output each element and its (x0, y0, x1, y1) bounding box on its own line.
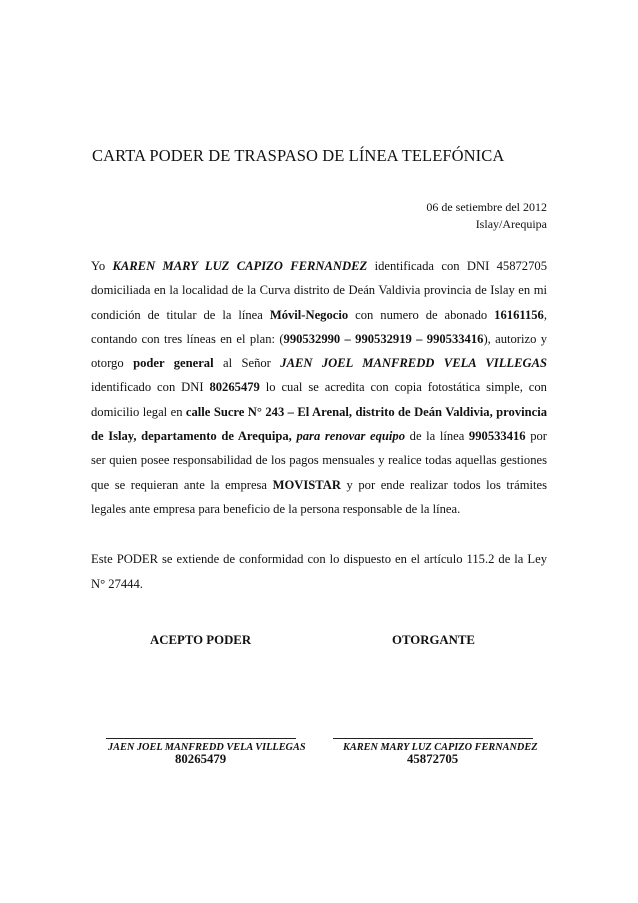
letter-body (91, 254, 547, 596)
text-segment: ), autorizo y otorgo (91, 331, 548, 371)
document-title: CARTA PODER DE TRASPASO DE LÍNEA TELEFÓNICA (92, 146, 505, 165)
text-segment: de la línea (405, 429, 469, 444)
signature-name-right: KAREN MARY LUZ CAPIZO FERNANDEZ (343, 742, 538, 753)
text-segment: identificada con DNI 45872705 domiciliada en la localidad de la Curva distrito de Deán Valdivia provincia de Islay en mi condición de titular de la línea (91, 259, 547, 322)
date-place-block (426, 199, 547, 233)
power-type: poder general (133, 356, 214, 371)
text-segment: con numero de abonado (348, 307, 495, 322)
paragraph-legal: Este PODER se extiende de conformidad con lo dispuesto en el artículo 115.2 de la Ley N° 27444. (91, 552, 547, 591)
text-segment: y por ende realizar todos los trámites legales ante empresa para beneficio de la persona responsable de la línea. (91, 477, 547, 516)
document-place: Islay/Arequipa (475, 217, 547, 231)
text-segment: por ser quien posee responsabilidad de los pagos mensuales y realice todas aquellas gestiones que se requieran ante la empresa (91, 429, 547, 492)
text-segment: , contando con tres líneas en el plan: ( (91, 307, 548, 346)
signature-dni-right: 45872705 (407, 752, 459, 766)
signature-line-left (106, 738, 296, 739)
document-date: 06 de setiembre del 2012 (426, 200, 547, 214)
legal-address: calle Sucre N° 243 – El Arenal, distrito de Deán Valdivia, provincia de Islay, departamento de Arequipa, (91, 404, 548, 444)
signature-line-right (333, 738, 533, 739)
text-segment: identificado con DNI (91, 380, 210, 395)
grantor-name: KAREN MARY LUZ CAPIZO FERNANDEZ (112, 259, 368, 273)
grantee-name: JAEN JOEL MANFREDD VELA VILLEGAS (280, 356, 547, 371)
text-segment: Yo (91, 259, 113, 273)
plan-lines: 990532990 – 990532919 – 990533416 (283, 331, 484, 346)
subscriber-number: 16161156 (494, 307, 544, 322)
text-segment: lo cual se acredita con copia fotostática simple, con domicilio legal en (91, 380, 547, 419)
signature-name-left: JAEN JOEL MANFREDD VELA VILLEGAS (108, 742, 306, 753)
line-number: 990533416 (468, 429, 526, 444)
grantee-dni: 80265479 (209, 380, 260, 395)
text-segment: al Señor (213, 356, 281, 371)
grantor-heading: OTORGANTE (392, 633, 475, 647)
plan-name: Móvil-Negocio (269, 307, 349, 322)
company-name: MOVISTAR (272, 477, 341, 492)
purpose: para renovar equipo (296, 429, 406, 444)
signature-dni-left: 80265479 (175, 752, 227, 766)
paragraph-main (91, 254, 547, 521)
accept-heading: ACEPTO PODER (150, 633, 252, 647)
